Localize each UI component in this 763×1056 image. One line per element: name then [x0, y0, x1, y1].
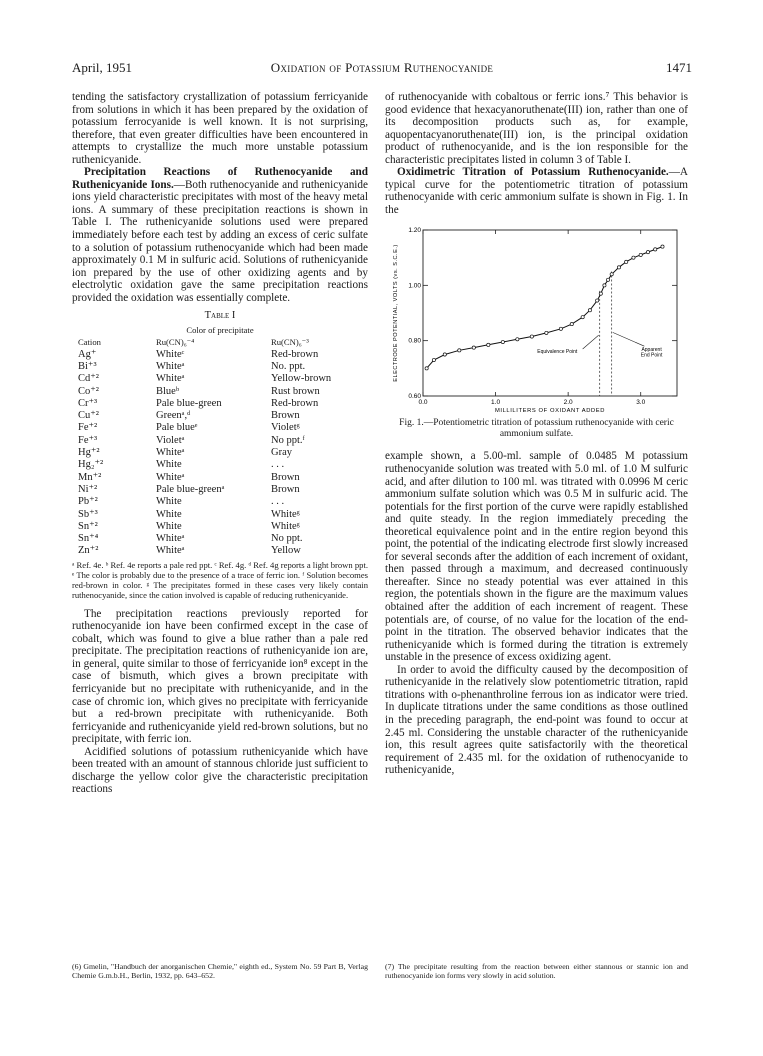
x-tick-label: 2.0: [563, 399, 573, 407]
ruthenicyanide-cell: Brown: [271, 483, 300, 495]
data-point: [625, 261, 628, 264]
annotation-label: Apparent: [641, 347, 662, 354]
column-header: Cation: [78, 337, 101, 348]
ruthenicyanide-cell: Violetᵍ: [271, 422, 300, 434]
y-tick-label: 1.20: [408, 227, 421, 235]
paragraph: In order to avoid the difficulty caused by the decomposition of ruthenicyanide in the relatively slow potentiometric titration, rapid titrations with o-phenanthroline ferrous ion as indicator were tried. In duplicate titrations under the same conditions as those outlined in the preceding paragraph, the end-point was found to occur at 2.45 ml. Considering the unstable character of the ruthenicyanide ion, this result agrees quite satisfactorily with the theoretical requirement of 2.435 ml. for the oxidation of ruthenocyanide to ruthenicyanide,: [385, 663, 688, 777]
table-subheader: Color of precipitate: [186, 324, 254, 335]
paragraph: The precipitation reactions previously reported for ruthenocyanide ion have been confirmed except in the case of cobalt, which was found to give a blue rather than a pale red precipitate. The precipitation reactions of ruthenicyanide ion are, in general, quite similar to those of ferricyanide ion⁸ except in the case of bismuth, which gives a brown precipitate with ferricyanide but no precipitate with ruthenicyanide, and in the case of chromic ion, which gives no precipitate with ferricyanide but a red-brown precipitate with ruthenicyanide. Both ferricyanide and ruthenicyanide yield red-brown solutions, but no precipitate, with ferric ion.: [72, 607, 368, 746]
table-row: [72, 386, 368, 398]
cation-cell: Pb⁺²: [78, 496, 98, 508]
ruthenicyanide-cell: Yellow: [271, 545, 301, 557]
ruthenicyanide-cell: Yellow-brown: [271, 373, 332, 385]
ruthenicyanide-cell: Red-brown: [271, 348, 319, 360]
ruthenocyanide-cell: Pale blueᵉ: [156, 422, 198, 434]
cation-cell: Zn⁺²: [78, 545, 99, 557]
data-point: [639, 254, 642, 257]
ruthenicyanide-cell: No. ppt.: [271, 360, 306, 372]
x-tick-label: 3.0: [636, 399, 646, 407]
y-tick-label: 0.80: [408, 338, 421, 346]
data-point: [570, 323, 573, 326]
table-header-row: [72, 336, 368, 348]
header-title: Oxidation of Potassium Ruthenocyanide: [270, 60, 494, 75]
cation-cell: Fe⁺³: [78, 434, 98, 446]
ruthenicyanide-cell: No ppt.ᶠ: [271, 434, 305, 446]
table-row: [72, 521, 368, 533]
data-point: [443, 353, 446, 356]
cation-cell: Ag⁺: [78, 348, 97, 360]
cation-cell: Cu⁺²: [78, 410, 99, 422]
data-point: [487, 344, 490, 347]
left-column: [72, 91, 368, 796]
ruthenocyanide-cell: White: [156, 520, 182, 532]
data-point: [603, 284, 606, 287]
table-row: [72, 398, 368, 410]
ruthenocyanide-cell: Violetᵃ: [156, 434, 185, 446]
cation-cell: Sn⁺⁴: [78, 533, 99, 545]
ruthenicyanide-cell: No ppt.: [271, 533, 303, 545]
paragraph: of ruthenocyanide with cobaltous or ferric ions.⁷ This behavior is good evidence that hexacyanoruthenate(III) ion, rather than one of its decomposition products such as, for example, aquopentacyanoruthenate(III) ion, is the principal oxidation product of ruthenocyanide, and is the ion responsible for the characteristic precipitates listed in column 3 of Table I.: [385, 91, 688, 166]
data-point: [516, 338, 519, 341]
ruthenocyanide-cell: Whiteᵃ: [156, 360, 185, 372]
table-title: Table I: [204, 310, 236, 322]
data-point: [581, 316, 584, 319]
cation-cell: Fe⁺²: [78, 422, 98, 434]
data-point: [661, 245, 664, 248]
paragraph: Acidified solutions of potassium ruthenicyanide which have been treated with an amount of stannous chloride just sufficient to discharge the yellow color give the characteristic precipitation reactions: [72, 745, 368, 796]
cation-cell: Ni⁺²: [78, 483, 98, 495]
page-number: 1471: [666, 60, 692, 75]
paragraph: Oxidimetric Titration of Potassium Ruthenocyanide.—A typical curve for the potentiometric titration of potassium ruthenocyanide with ceric ammonium sulfate is shown in Fig. 1. In the: [385, 166, 688, 216]
ruthenocyanide-cell: White: [156, 459, 182, 471]
data-point: [646, 251, 649, 254]
ruthenocyanide-cell: Whiteᵃ: [156, 471, 185, 483]
table-row: [72, 533, 368, 545]
ruthenocyanide-cell: Blueᵇ: [156, 385, 180, 397]
table-row: [72, 435, 368, 447]
ruthenicyanide-cell: . . .: [271, 496, 285, 508]
ruthenocyanide-cell: Whiteᵃ: [156, 373, 185, 385]
ruthenocyanide-cell: White: [156, 508, 182, 520]
table-row: [72, 422, 368, 434]
ruthenicyanide-cell: Whiteᵍ: [271, 520, 300, 532]
column-header: Ru(CN)₆⁻³: [271, 337, 309, 348]
data-point: [617, 266, 620, 269]
annotation-label: Equivalence Point: [537, 349, 578, 356]
data-point: [610, 273, 613, 276]
data-point: [472, 346, 475, 349]
y-axis-label: ELECTRODE POTENTIAL, VOLTS (vs. S.C.E.): [393, 244, 399, 383]
cation-cell: Cr⁺³: [78, 397, 98, 409]
ruthenocyanide-cell: Whiteᵃ: [156, 447, 185, 459]
x-axis-label: MILLILITERS OF OXIDANT ADDED: [494, 408, 606, 415]
data-point: [501, 341, 504, 344]
table-row: [72, 472, 368, 484]
ruthenocyanide-cell: Whiteᶜ: [156, 348, 185, 360]
data-point: [599, 293, 602, 296]
section-heading: Oxidimetric Titration of Potassium Ruthenocyanide.: [397, 166, 669, 179]
section-heading: Precipitation Reactions of Ruthenocyanide and Ruthenicyanide Ions.: [72, 166, 368, 191]
cation-cell: Bi⁺³: [78, 360, 97, 372]
data-point: [545, 332, 548, 335]
footnote: (7) The precipitate resulting from the reaction between either stannous or stannic ion and ruthenocyanide ion forms very slowly in acid solution.: [385, 962, 688, 980]
cation-cell: Hg₂⁺²: [78, 459, 104, 471]
x-tick-label: 1.0: [491, 399, 501, 407]
ruthenicyanide-cell: Whiteᵍ: [271, 508, 300, 520]
y-tick-label: 0.60: [408, 393, 421, 401]
cation-cell: Cd⁺²: [78, 373, 99, 385]
figure-1: [385, 220, 688, 416]
table-row: [72, 410, 368, 422]
cation-cell: Hg⁺²: [78, 447, 100, 459]
ruthenicyanide-cell: . . .: [271, 459, 285, 471]
header-date: April, 1951: [72, 60, 132, 75]
cation-cell: Co⁺²: [78, 385, 99, 397]
right-column: [385, 91, 688, 777]
ruthenicyanide-cell: Gray: [271, 447, 292, 459]
data-point: [530, 335, 533, 338]
table-row: [72, 459, 368, 471]
ruthenicyanide-cell: Brown: [271, 471, 300, 483]
paragraph: tending the satisfactory crystallization of potassium ferricyanide from solutions in which it has been prepared by the oxidation of potassium ferrocyanide is well known. It is not surprising, therefore, that even greater difficulties have been encountered in attempts to crystallize the much more unstable potassium ruthenicyanide.: [72, 91, 368, 166]
x-tick-label: 0.0: [418, 399, 428, 407]
data-point: [425, 367, 428, 370]
table-row: [72, 373, 368, 385]
cation-cell: Sb⁺³: [78, 508, 98, 520]
data-point: [654, 248, 657, 251]
ruthenocyanide-cell: Pale blue-greenᵃ: [156, 483, 225, 495]
annotation-arrow: [613, 333, 645, 347]
ruthenocyanide-cell: Greenᵃ,ᵈ: [156, 410, 191, 422]
ruthenocyanide-cell: White: [156, 496, 182, 508]
data-point: [606, 279, 609, 282]
footnote: (6) Gmelin, "Handbuch der anorganischen Chemie," eighth ed., System No. 59 Part B, Verlag Chemie G.m.b.H., Berlin, 1932, pp. 643–652.: [72, 962, 368, 980]
ruthenocyanide-cell: Whiteᵃ: [156, 545, 185, 557]
table-row: [72, 484, 368, 496]
table-footnotes: ᵃ Ref. 4e. ᵇ Ref. 4e reports a pale red ppt. ᶜ Ref. 4g. ᵈ Ref. 4g reports a light brown ppt. ᵉ The color is probably due to the presence of a trace of ferric ion. ᶠ Solution becomes red-brown in color. ᵍ The precipitates formed in these cases very likely contain ruthenocyanide, since the cation involved is capable of reducing ruthenicyanide.: [72, 559, 368, 600]
table-row: [72, 447, 368, 459]
cation-cell: Mn⁺²: [78, 471, 102, 483]
data-point: [632, 257, 635, 260]
cation-cell: Sn⁺²: [78, 520, 98, 532]
ruthenocyanide-cell: Pale blue-green: [156, 397, 222, 409]
column-header: Ru(CN)₆⁻⁴: [156, 337, 195, 348]
ruthenicyanide-cell: Brown: [271, 410, 300, 422]
ruthenocyanide-cell: Whiteᵃ: [156, 533, 185, 545]
annotation-label: End Point: [640, 353, 663, 360]
table-row: [72, 349, 368, 361]
y-tick-label: 1.00: [408, 282, 421, 290]
table-row: [72, 496, 368, 508]
annotation-arrow: [583, 336, 599, 350]
running-header: [72, 60, 692, 76]
data-point: [596, 299, 599, 302]
ruthenicyanide-cell: Red-brown: [271, 397, 319, 409]
paragraph: Precipitation Reactions of Ruthenocyanide and Ruthenicyanide Ions.—Both ruthenocyanide and ruthenicyanide ions yield characteristic precipitates with most of the heavy metal ions. A summary of these precipitation reactions is shown in Table I. The ruthenicyanide solutions used were prepared immediately before each test by adding an excess of ceric sulfate to a solution of potassium ruthenocyanide which had been made approximately 0.1 M in sulfuric acid. Solutions of ruthenicyanide ion prepared by the use of other oxidizing agents and by electrolytic oxidation gave the same precipitation reactions provided the oxidation was essentially complete.: [72, 166, 368, 304]
data-point: [458, 349, 461, 352]
table-row: [72, 509, 368, 521]
data-point: [559, 328, 562, 331]
ruthenicyanide-cell: Rust brown: [271, 385, 320, 397]
table-row: [72, 545, 368, 557]
figure-caption: Fig. 1.—Potentiometric titration of potassium ruthenocyanide with ceric ammonium sulfate.: [399, 418, 674, 440]
data-point: [432, 359, 435, 362]
data-point: [588, 309, 591, 312]
precipitation-table: [72, 336, 368, 557]
paragraph: example shown, a 5.00-ml. sample of 0.0485 M potassium ruthenocyanide solution was treated with 5.0 ml. of 1.0 M sulfuric acid, and after dilution to 100 ml. was titrated with 0.0996 M ceric ammonium sulfate solution which was 0.5 M in sulfuric acid. The potentials for the first portion of the curve were rapidly established and quite steady. In the region immediately preceding the theoretical equivalence point and in the entire region beyond this point, the potential of the indicating electrode first slowly increased for several seconds after the addition of each increment of oxidant, then passed through a maximum, and decreased continuously thereafter. Since no steady potential was ever attained in this region, the potentials shown in the figure are the maximum values obtained after the addition of each increment of reagent. These potentials are, of course, of no value for the location of the end-point in the titration. The observed behavior indicates that the ruthenicyanide which is formed during the titration is extremely unstable in the presence of excess oxidizing agent.: [385, 450, 688, 664]
titration-chart: [385, 220, 688, 416]
table-row: [72, 361, 368, 373]
